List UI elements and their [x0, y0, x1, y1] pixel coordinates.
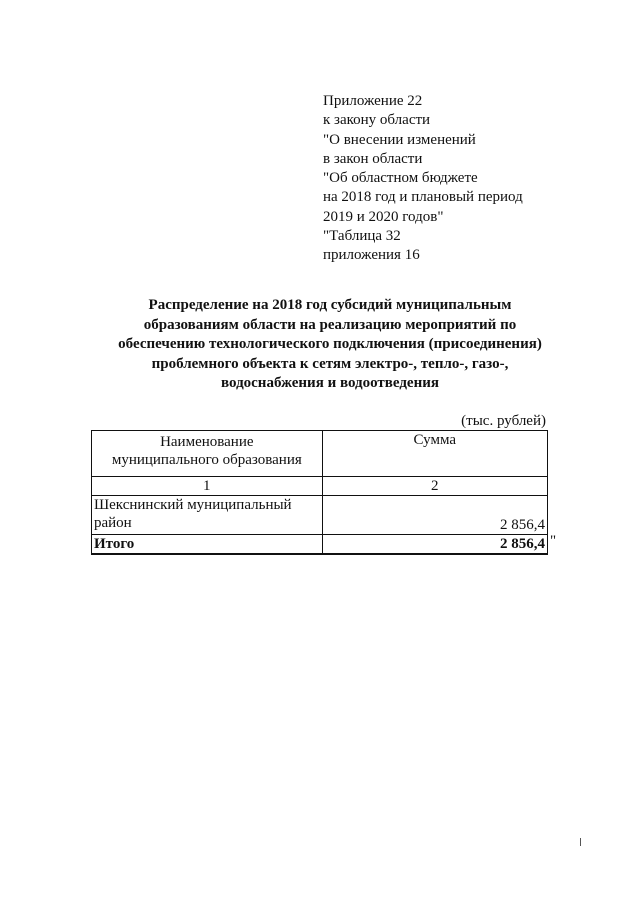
appendix-line: на 2018 год и плановый период: [323, 189, 523, 206]
header-name-line: Наименование: [160, 434, 254, 450]
municipality-name-cell: [92, 496, 323, 535]
closing-quote: ": [550, 533, 557, 549]
table-total-row: [92, 535, 548, 555]
index-cell: 1: [92, 477, 323, 496]
header-sum-cell: Сумма: [322, 431, 547, 477]
total-sum-cell: 2 856,4: [322, 535, 547, 555]
municipality-name-line: Шекснинский муниципальный: [94, 497, 292, 513]
title-line: образованиям области на реализацию мероприятий по: [143, 316, 517, 333]
header-name-line: муниципального образования: [111, 452, 302, 468]
index-cell: 2: [322, 477, 547, 496]
table-row: [92, 496, 548, 535]
table-index-row: [92, 477, 548, 496]
municipality-name-line: район: [94, 515, 132, 531]
sum-cell: 2 856,4: [322, 496, 547, 535]
header-name-cell: [92, 431, 323, 477]
appendix-line: Приложение 22: [323, 93, 423, 109]
title-line: Распределение на 2018 год субсидий муниципальным: [148, 297, 512, 313]
appendix-line: приложения 16: [323, 247, 420, 264]
appendix-line: в закон области: [323, 150, 423, 167]
title-line: проблемного объекта к сетям электро-, тепло-, газо-,: [151, 355, 509, 372]
appendix-reference: [323, 92, 603, 266]
title-line: водоснабжения и водоотведения: [221, 375, 439, 391]
appendix-line: "Таблица 32: [323, 228, 401, 245]
appendix-line: "Об областном бюджете: [323, 170, 478, 187]
units-note: (тыс. рублей): [461, 413, 546, 429]
title-line: обеспечению технологического подключения (присоединения): [118, 336, 542, 352]
appendix-line: 2019 и 2020 годов": [323, 208, 444, 225]
document-title: [80, 296, 580, 394]
margin-mark: [580, 838, 581, 846]
total-label-cell: Итого: [92, 535, 323, 555]
appendix-line: к закону области: [323, 112, 431, 129]
appendix-line: "О внесении изменений: [323, 131, 476, 148]
subsidy-table: [91, 430, 548, 555]
table-header-row: [92, 431, 548, 477]
